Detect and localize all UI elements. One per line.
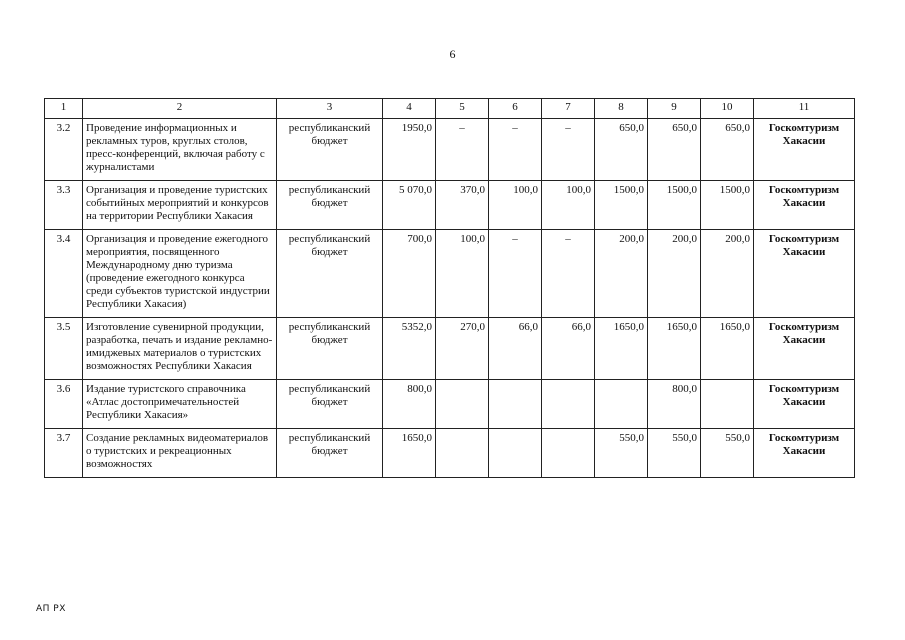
- row-number-cell: 3.3: [45, 181, 83, 230]
- amount-col5-cell: –: [436, 119, 489, 181]
- total-amount-cell: 5 070,0: [383, 181, 436, 230]
- funding-source-cell: республиканский бюджет: [277, 119, 383, 181]
- activity-name-cell: Проведение информационных и рекламных туров, круглых столов, пресс-конференций, включая работу с журналистами: [83, 119, 277, 181]
- amount-col8-cell: 550,0: [595, 429, 648, 478]
- amount-col9-cell: 650,0: [648, 119, 701, 181]
- amount-col6-cell: [489, 429, 542, 478]
- column-header: 2: [83, 99, 277, 119]
- executor-cell: Госкомтуризм Хакасии: [754, 380, 855, 429]
- amount-col5-cell: 100,0: [436, 230, 489, 318]
- amount-col9-cell: 200,0: [648, 230, 701, 318]
- total-amount-cell: 5352,0: [383, 318, 436, 380]
- column-header: 6: [489, 99, 542, 119]
- table-row: [45, 429, 855, 478]
- executor-cell: Госкомтуризм Хакасии: [754, 230, 855, 318]
- amount-col8-cell: 1500,0: [595, 181, 648, 230]
- amount-col8-cell: 650,0: [595, 119, 648, 181]
- funding-source-cell: республиканский бюджет: [277, 318, 383, 380]
- total-amount-cell: 700,0: [383, 230, 436, 318]
- column-header: 5: [436, 99, 489, 119]
- amount-col8-cell: 1650,0: [595, 318, 648, 380]
- executor-cell: Госкомтуризм Хакасии: [754, 318, 855, 380]
- amount-col10-cell: 1500,0: [701, 181, 754, 230]
- amount-col10-cell: 200,0: [701, 230, 754, 318]
- amount-col9-cell: 1500,0: [648, 181, 701, 230]
- amount-col10-cell: 550,0: [701, 429, 754, 478]
- column-header: 7: [542, 99, 595, 119]
- funding-source-cell: республиканский бюджет: [277, 181, 383, 230]
- activity-name-cell: Издание туристского справочника «Атлас достопримечательностей Республики Хакасия»: [83, 380, 277, 429]
- column-header: 11: [754, 99, 855, 119]
- amount-col8-cell: [595, 380, 648, 429]
- executor-cell: Госкомтуризм Хакасии: [754, 119, 855, 181]
- row-number-cell: 3.5: [45, 318, 83, 380]
- activity-name-cell: Создание рекламных видеоматериалов о туристских и рекреационных возможностях: [83, 429, 277, 478]
- funding-source-cell: республиканский бюджет: [277, 380, 383, 429]
- amount-col9-cell: 550,0: [648, 429, 701, 478]
- executor-cell: Госкомтуризм Хакасии: [754, 429, 855, 478]
- budget-table: [44, 98, 855, 478]
- amount-col7-cell: [542, 429, 595, 478]
- amount-col5-cell: 270,0: [436, 318, 489, 380]
- amount-col6-cell: 100,0: [489, 181, 542, 230]
- amount-col5-cell: [436, 429, 489, 478]
- activity-name-cell: Изготовление сувенирной продукции, разработка, печать и издание рекламно-имиджевых материалов о туристских возможностях Республики Хакасия: [83, 318, 277, 380]
- amount-col6-cell: [489, 380, 542, 429]
- amount-col10-cell: 1650,0: [701, 318, 754, 380]
- footer-mark: АП РХ: [36, 604, 66, 614]
- amount-col6-cell: –: [489, 230, 542, 318]
- amount-col10-cell: [701, 380, 754, 429]
- header-row: [45, 99, 855, 119]
- column-header: 9: [648, 99, 701, 119]
- funding-source-cell: республиканский бюджет: [277, 429, 383, 478]
- table-row: [45, 318, 855, 380]
- activity-name-cell: Организация и проведение ежегодного мероприятия, посвященного Международному дню туризма (проведение ежегодного конкурса среди субъектов туристской индустрии Республики Хакасия): [83, 230, 277, 318]
- page-number: 6: [449, 47, 456, 61]
- amount-col5-cell: 370,0: [436, 181, 489, 230]
- column-header: 4: [383, 99, 436, 119]
- amount-col7-cell: 66,0: [542, 318, 595, 380]
- executor-cell: Госкомтуризм Хакасии: [754, 181, 855, 230]
- row-number-cell: 3.2: [45, 119, 83, 181]
- amount-col7-cell: 100,0: [542, 181, 595, 230]
- funding-source-cell: республиканский бюджет: [277, 230, 383, 318]
- amount-col9-cell: 1650,0: [648, 318, 701, 380]
- table-row: [45, 181, 855, 230]
- amount-col6-cell: 66,0: [489, 318, 542, 380]
- table-row: [45, 230, 855, 318]
- column-header: 1: [45, 99, 83, 119]
- total-amount-cell: 1650,0: [383, 429, 436, 478]
- amount-col5-cell: [436, 380, 489, 429]
- table-row: [45, 119, 855, 181]
- amount-col8-cell: 200,0: [595, 230, 648, 318]
- row-number-cell: 3.7: [45, 429, 83, 478]
- amount-col10-cell: 650,0: [701, 119, 754, 181]
- column-header: 3: [277, 99, 383, 119]
- amount-col6-cell: –: [489, 119, 542, 181]
- column-header: 8: [595, 99, 648, 119]
- total-amount-cell: 800,0: [383, 380, 436, 429]
- row-number-cell: 3.4: [45, 230, 83, 318]
- amount-col9-cell: 800,0: [648, 380, 701, 429]
- amount-col7-cell: –: [542, 119, 595, 181]
- table-row: [45, 380, 855, 429]
- amount-col7-cell: –: [542, 230, 595, 318]
- row-number-cell: 3.6: [45, 380, 83, 429]
- total-amount-cell: 1950,0: [383, 119, 436, 181]
- column-header: 10: [701, 99, 754, 119]
- amount-col7-cell: [542, 380, 595, 429]
- activity-name-cell: Организация и проведение туристских событийных мероприятий и конкурсов на территории Республики Хакасия: [83, 181, 277, 230]
